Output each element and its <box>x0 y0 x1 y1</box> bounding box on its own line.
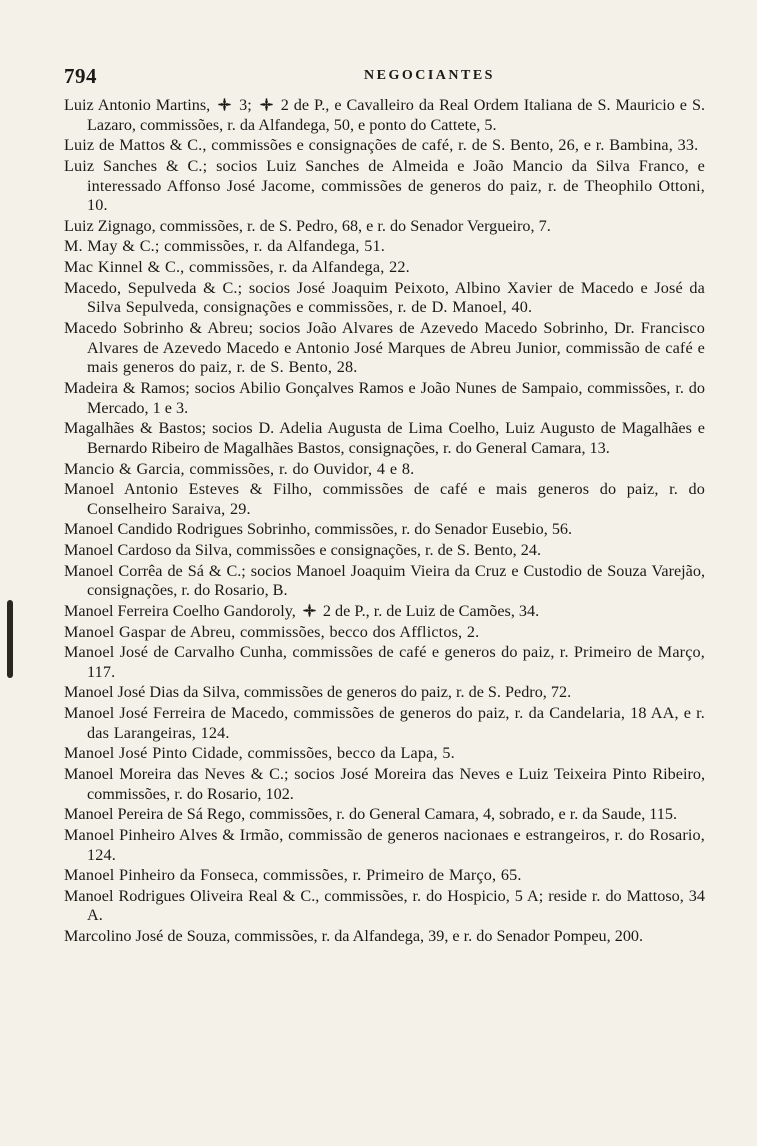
list-item: Mancio & Garcia, commissões, r. do Ouvidor, 4 e 8. <box>64 459 415 478</box>
entry-text: 2 de P., e Cavalleiro da Real Ordem Italiana de S. Mauricio e S. Lazaro, commissões, r. da Alfandega, 50, e ponto do Cattete, 5. <box>87 96 706 134</box>
list-item: Luiz Zignago, commissões, r. de S. Pedro, 68, e r. do Senador Vergueiro, 7. <box>64 216 551 235</box>
maltese-cross-icon <box>217 97 232 112</box>
list-item: Macedo, Sepulveda & C.; socios José Joaquim Peixoto, Albino Xavier de Macedo e José da Silva Sepulveda, consignações e commissões, r. de D. Manoel, 40. <box>64 278 705 317</box>
entry-text: 2 de P., r. de Luiz de Camões, 34. <box>322 601 540 620</box>
list-item: Marcolino José de Souza, commissões, r. da Alfandega, 39, e r. do Senador Pompeu, 200. <box>64 926 644 945</box>
list-item: Manoel José Dias da Silva, commissões de generos do paiz, r. de S. Pedro, 72. <box>64 683 572 702</box>
list-item: Luiz Sanches & C.; socios Luiz Sanches de Almeida e João Mancio da Silva Franco, e interessado Affonso José Jacome, commissões de generos do paiz, r. de Theophilo Ottoni, 10. <box>64 156 705 215</box>
list-item <box>64 602 705 622</box>
page-header <box>64 64 700 90</box>
list-item: Manoel Gaspar de Abreu, commissões, becco dos Afflictos, 2. <box>64 622 480 641</box>
list-item: Magalhães & Bastos; socios D. Adelia Augusta de Lima Coelho, Luiz Augusto de Magalhães e Bernardo Ribeiro de Magalhães Bastos, consignações, r. do General Camara, 13. <box>64 419 705 457</box>
list-item <box>64 96 705 135</box>
list-item: Manoel Moreira das Neves & C.; socios José Moreira das Neves e Luiz Teixeira Pinto Ribeiro, commissões, r. do Rosario, 102. <box>64 764 705 803</box>
margin-ink-mark <box>7 600 13 678</box>
entry-text: Luiz Antonio Martins, <box>64 96 211 114</box>
list-item: Manoel Rodrigues Oliveira Real & C., commissões, r. do Hospicio, 5 A; reside r. do Mattoso, 34 A. <box>64 886 705 925</box>
list-item: Manoel Pinheiro da Fonseca, commissões, r. Primeiro de Março, 65. <box>64 866 522 885</box>
list-item: Mac Kinnel & C., commissões, r. da Alfandega, 22. <box>64 258 410 277</box>
list-item: Luiz de Mattos & C., commissões e consignações de café, r. de S. Bento, 26, e r. Bambina, 33. <box>64 136 699 155</box>
list-item: Madeira & Ramos; socios Abilio Gonçalves Ramos e João Nunes de Sampaio, commissões, r. do Mercado, 1 e 3. <box>64 378 705 417</box>
list-item: Manoel José Pinto Cidade, commissões, becco da Lapa, 5. <box>64 744 455 763</box>
entry-text: Manoel Ferreira Coelho Gandoroly, <box>64 601 296 620</box>
maltese-cross-icon <box>259 97 274 112</box>
directory-entries <box>64 96 705 948</box>
list-item: Manoel Corrêa de Sá & C.; socios Manoel Joaquim Vieira da Cruz e Custodio de Souza Varejão, consignações, r. do Rosario, B. <box>64 561 705 600</box>
list-item: Macedo Sobrinho & Abreu; socios João Alvares de Azevedo Macedo Sobrinho, Dr. Francisco Alvares de Azevedo Macedo e Antonio José Marques de Abreu Junior, commissão de café e mais generos do paiz, r. de S. Bento, 28. <box>64 318 705 377</box>
maltese-cross-icon <box>302 603 317 618</box>
page-number: 794 <box>64 64 97 88</box>
list-item: Manoel Candido Rodrigues Sobrinho, commissões, r. do Senador Eusebio, 56. <box>64 520 573 539</box>
list-item: M. May & C.; commissões, r. da Alfandega, 51. <box>64 237 385 256</box>
list-item: Manoel Cardoso da Silva, commissões e consignações, r. de S. Bento, 24. <box>64 541 542 560</box>
running-head: NEGOCIANTES <box>364 68 495 83</box>
list-item: Manoel Pereira de Sá Rego, commissões, r. do General Camara, 4, sobrado, e r. da Saude, 115. <box>64 805 678 824</box>
list-item: Manoel Antonio Esteves & Filho, commissões de café e mais generos do paiz, r. do Conselheiro Saraiva, 29. <box>64 480 705 518</box>
entry-text: 3; <box>239 96 252 114</box>
list-item: Manoel Pinheiro Alves & Irmão, commissão de generos nacionaes e estrangeiros, r. do Rosario, 124. <box>64 825 705 864</box>
list-item: Manoel José de Carvalho Cunha, commissões de café e generos do paiz, r. Primeiro de Março, 117. <box>64 643 705 681</box>
list-item: Manoel José Ferreira de Macedo, commissões de generos do paiz, r. da Candelaria, 18 AA, e r. das Larangeiras, 124. <box>64 704 705 742</box>
